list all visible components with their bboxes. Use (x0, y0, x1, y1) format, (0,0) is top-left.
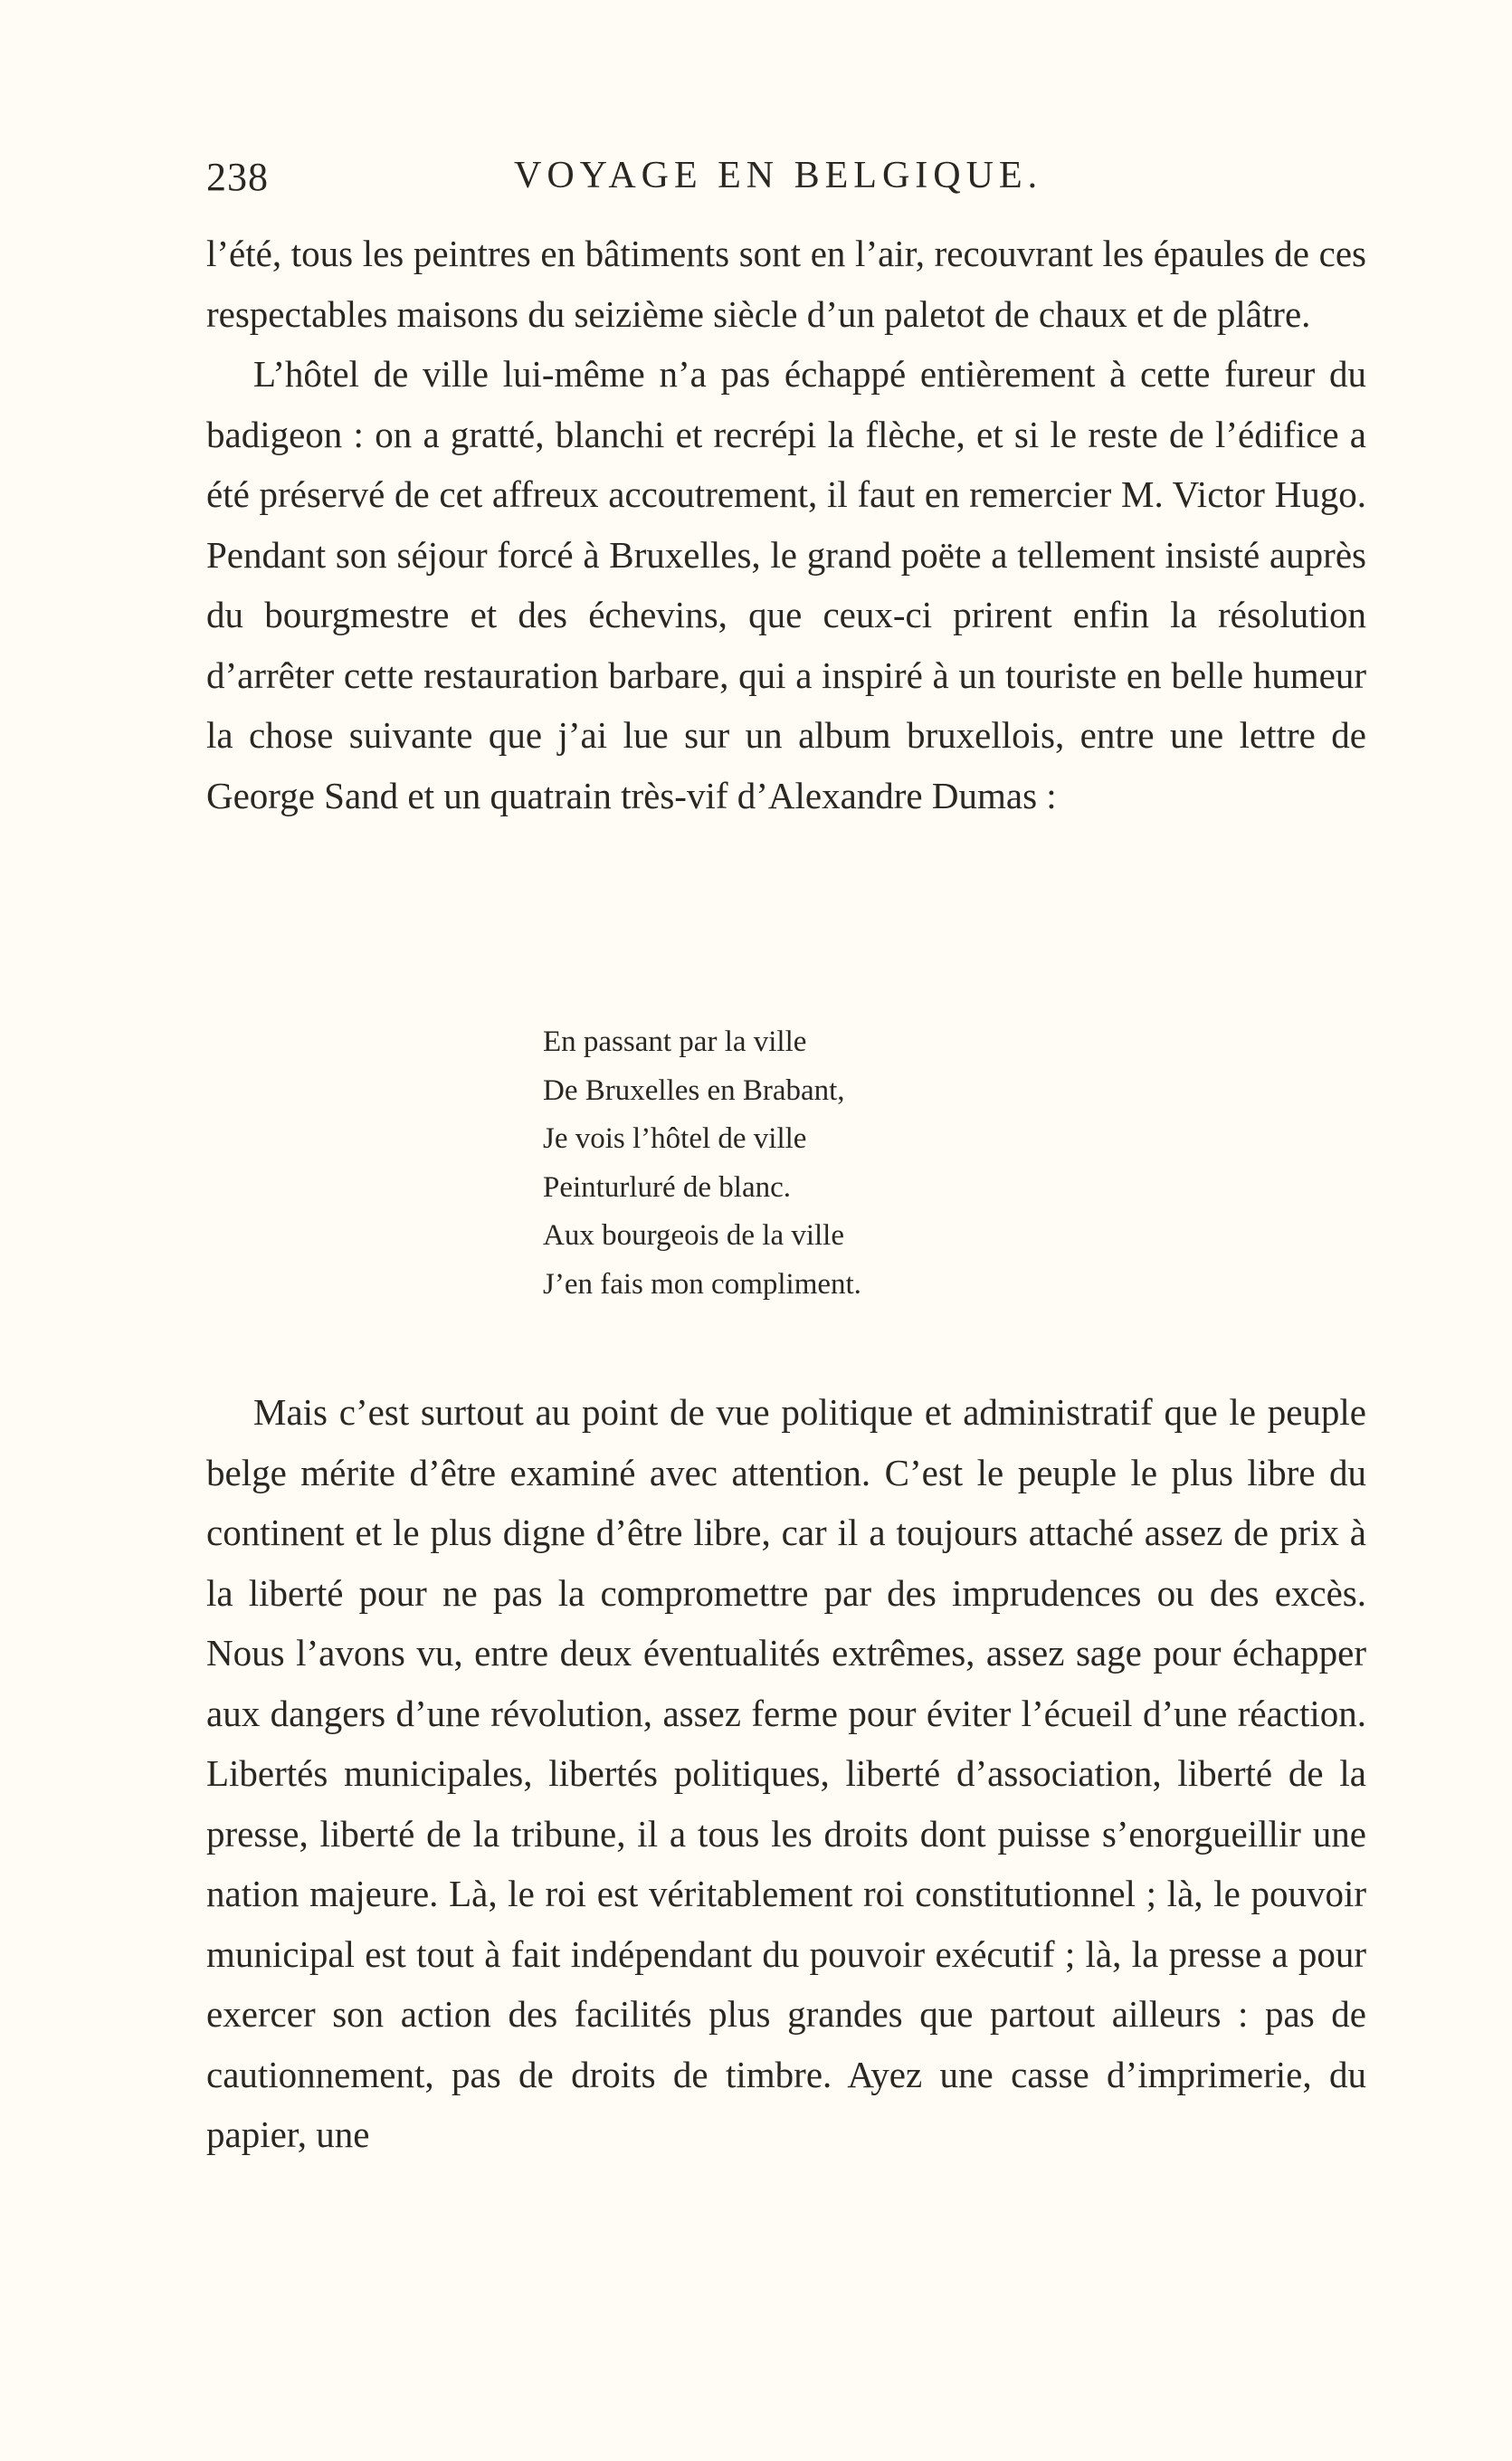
verse-line: Aux bourgeois de la ville (543, 1219, 844, 1252)
body-text-top (206, 224, 1366, 825)
paragraph-politique: Mais c’est surtout au point de vue politique et administratif que le peuple belge mérite d’être examiné avec attention. C’est le peuple le plus libre du continent et le plus digne d’être libre, car il a toujours attaché assez de prix à la liberté pour ne pas la compromettre par des imprudences ou des excès. Nous l’avons vu, entre deux éventualités extrêmes, assez sage pour échapper aux dangers d’une révolution, assez ferme pour éviter l’écueil d’une réaction. Libertés municipales, libertés politiques, liberté d’association, liberté de la presse, liberté de la tribune, il a tous les droits dont puisse s’enorgueillir une nation majeure. Là, le roi est véritablement roi constitutionnel ; là, le pouvoir municipal est tout à fait indépendant du pouvoir exécutif ; là, la presse a pour exercer son action des facilités plus grandes que partout ailleurs : pas de cautionnement, pas de droits de timbre. Ayez une casse d’imprimerie, du papier, une (206, 1391, 1366, 2155)
verse-line: Je vois l’hôtel de ville (543, 1122, 807, 1155)
verse-line: En passant par la ville (543, 1025, 807, 1058)
verse-line: De Bruxelles en Brabant, (543, 1073, 845, 1107)
running-head (206, 154, 1383, 208)
verse-line: Peinturluré de blanc. (543, 1170, 791, 1204)
paragraph-continuation: l’été, tous les peintres en bâtiments sont en l’air, recouvrant les épaules de ces respectables maisons du seizième siècle d’un paletot de chaux et de plâtre. (206, 233, 1366, 335)
running-title: VOYAGE EN BELGIQUE. (514, 155, 1043, 196)
body-text-bottom (206, 1382, 1366, 2165)
paragraph-hotel-de-ville: L’hôtel de ville lui-même n’a pas échappé entièrement à cette fureur du badigeon : on a gratté, blanchi et recrépi la flèche, et si le reste de l’édifice a été préservé de cet affreux accoutrement, il faut en remercier M. Victor Hugo. Pendant son séjour forcé à Bruxelles, le grand poëte a tellement insisté auprès du bourgmestre et des échevins, que ceux-ci prirent enfin la résolution d’arrêter cette restauration barbare, qui a inspiré à un touriste en belle humeur la chose suivante que j’ai lue sur un album bruxellois, entre une lettre de George Sand et un quatrain très-vif d’Alexandre Dumas : (206, 353, 1366, 816)
verse-quatrain (543, 1018, 861, 1309)
page-number: 238 (206, 155, 269, 199)
verse-line: J’en fais mon compliment. (543, 1267, 861, 1301)
